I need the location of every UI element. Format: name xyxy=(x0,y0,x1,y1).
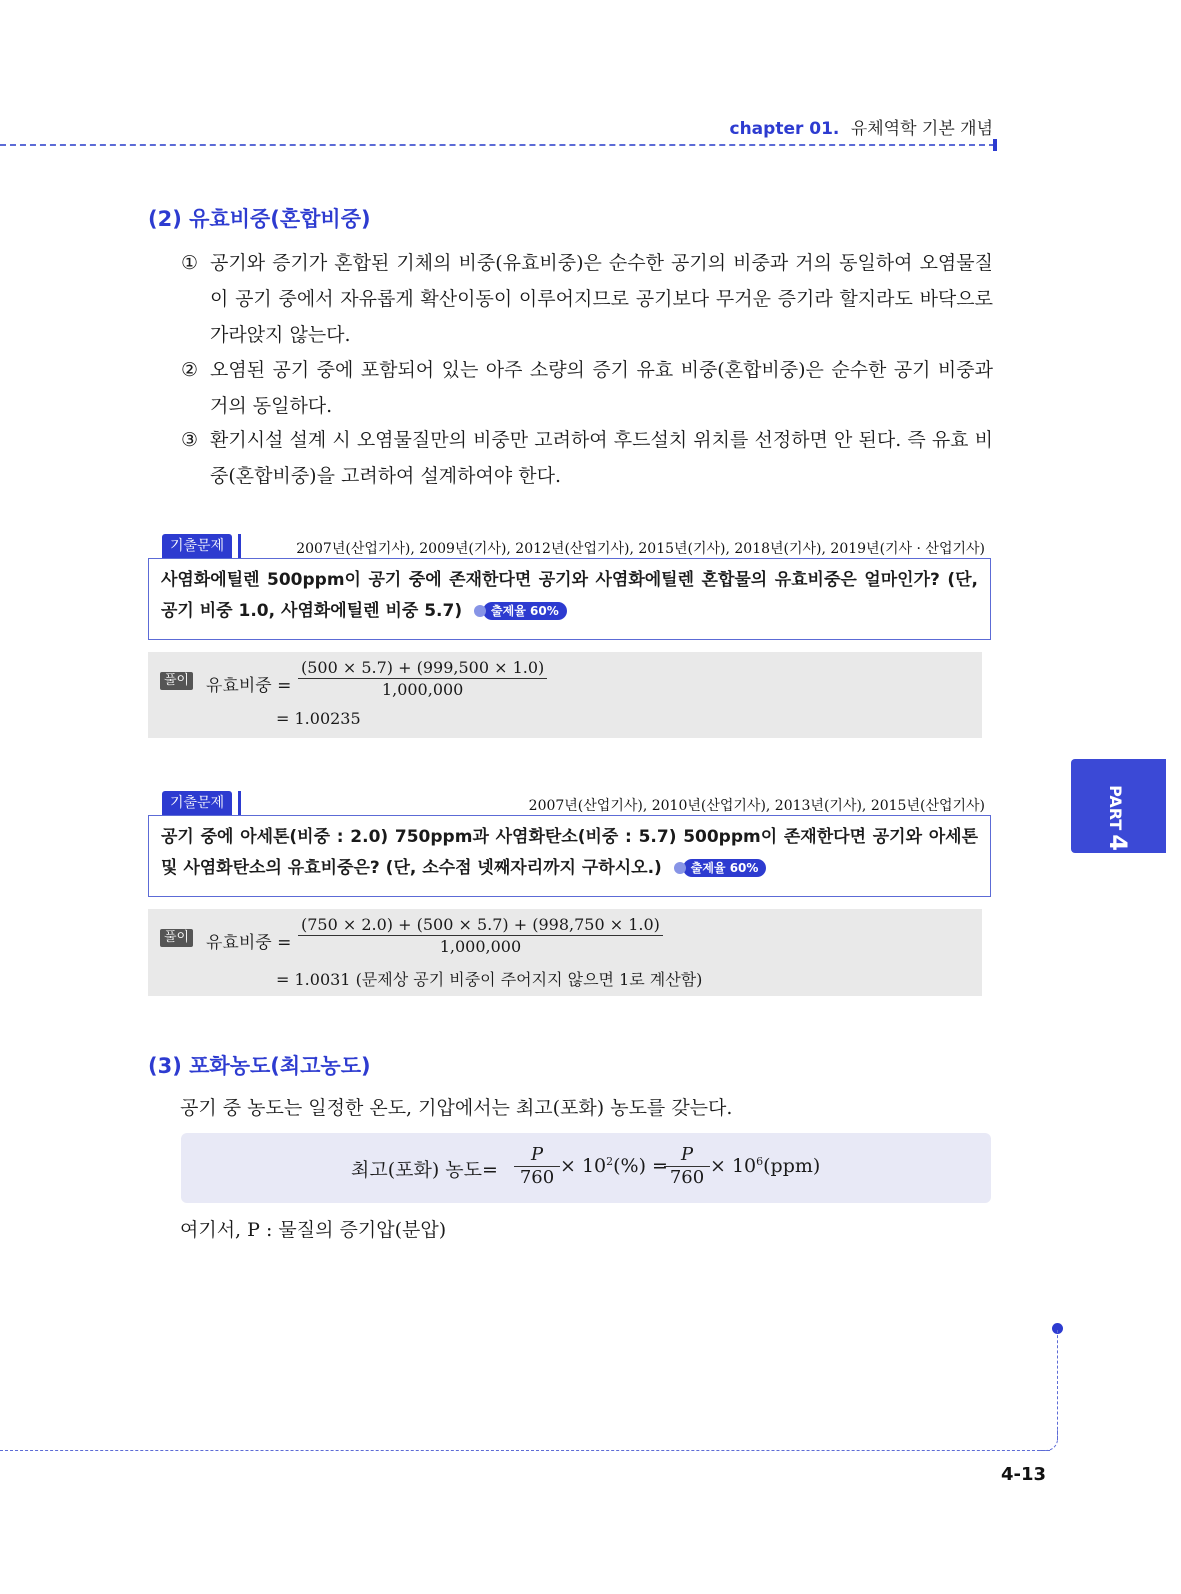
fraction-numerator: (750 × 2.0) + (500 × 5.7) + (998,750 × 1.0) xyxy=(298,915,663,936)
fraction-denominator: 760 xyxy=(519,1167,555,1188)
item-text: 오염된 공기 중에 포함되어 있는 아주 소량의 증기 유효 비중(혼합비중)은 순수한 공기 비중과 거의 동일하다. xyxy=(210,359,993,417)
rate-dot-icon xyxy=(474,605,486,617)
solution-2-box xyxy=(148,909,982,996)
solution-1-tag: 풀이 xyxy=(160,672,193,690)
footer-divider xyxy=(0,1450,1050,1451)
solution-1-lhs: 유효비중 = xyxy=(206,676,292,696)
formula-fraction-1 xyxy=(514,1144,560,1189)
formula-lhs: 최고(포화) 농도= xyxy=(351,1159,498,1181)
question-2-box xyxy=(148,815,991,897)
header-divider xyxy=(0,144,995,146)
chapter-label: chapter 01. xyxy=(729,119,840,139)
question-1-years: 2007년(산업기사), 2009년(기사), 2012년(산업기사), 2015년(기사), 2018년(기사), 2019년(기사 · 산업기사) xyxy=(296,541,985,557)
header-divider-mark xyxy=(993,139,997,151)
fraction-numerator: P xyxy=(514,1144,560,1167)
item-number: ① xyxy=(181,252,199,274)
question-1-text: 사염화에틸렌 500ppm이 공기 중에 존재한다면 공기와 사염화에틸렌 혼합물의 유효비중은 얼마인가? (단, 공기 비중 1.0, 사염화에틸렌 비중 5.7) xyxy=(161,570,978,621)
solution-2-result: = 1.0031 (문제상 공기 비중이 주어지지 않으면 1로 계산함) xyxy=(276,970,703,989)
item-text: 환기시설 설계 시 오염물질만의 비중만 고려하여 후드설치 위치를 선정하면 안 된다. 즉 유효 비중(혼합비중)을 고려하여 설계하여야 한다. xyxy=(210,429,993,487)
solution-1-box xyxy=(148,652,982,738)
solution-1-result: = 1.00235 xyxy=(276,709,361,728)
part-label: PART4 xyxy=(1104,785,1132,851)
question-2-text: 공기 중에 아세톤(비중 : 2.0) 750ppm과 사염화탄소(비중 : 5.7) 500ppm이 존재한다면 공기와 아세톤 및 사염화탄소의 유효비중은? (단, 소수점 넷째자리까지 구하시오.) xyxy=(161,827,978,878)
solution-2-fraction xyxy=(298,915,663,956)
solution-2-tag: 풀이 xyxy=(160,929,193,947)
section-2-title: (2) 유효비중(혼합비중) xyxy=(148,207,371,231)
section-3-title: (3) 포화농도(최고농도) xyxy=(148,1054,371,1078)
page-number: 4-13 xyxy=(1001,1464,1047,1485)
question-2-rate xyxy=(674,859,767,877)
fraction-numerator: P xyxy=(664,1144,710,1167)
chapter-header xyxy=(730,114,994,139)
question-1-tag: 기출문제 xyxy=(162,534,232,558)
formula-fraction-2 xyxy=(664,1144,710,1189)
rate-label: 출제율 60% xyxy=(483,602,567,620)
section-3-note: 여기서, P : 물질의 증기압(분압) xyxy=(180,1219,447,1241)
question-1-tag-bar xyxy=(238,534,241,558)
question-2-tag-bar xyxy=(238,791,241,815)
item-text: 공기와 증기가 혼합된 기체의 비중(유효비중)은 순수한 공기의 비중과 거의 동일하여 오염물질이 공기 중에서 자유롭게 확산이동이 이루어지므로 공기보다 무거운 증기라 할지라도 바닥으로 가라앉지 않는다. xyxy=(210,252,993,346)
item-number: ③ xyxy=(181,429,199,451)
section-3-intro: 공기 중 농도는 일정한 온도, 기압에서는 최고(포화) 농도를 갖는다. xyxy=(180,1097,733,1119)
footer-corner-divider xyxy=(1040,1428,1058,1451)
question-2-years: 2007년(산업기사), 2010년(산업기사), 2013년(기사), 2015년(산업기사) xyxy=(528,798,985,814)
rate-dot-icon xyxy=(674,862,686,874)
fraction-numerator: (500 × 5.7) + (999,500 × 1.0) xyxy=(298,658,547,679)
question-2-tag: 기출문제 xyxy=(162,791,232,815)
formula-ppm-term: × $10^6(ppm)$ xyxy=(710,1155,821,1177)
question-1-box xyxy=(148,558,991,640)
fraction-denominator: 1,000,000 xyxy=(439,937,522,956)
fraction-denominator: 760 xyxy=(669,1167,705,1188)
section-2-item-3 xyxy=(181,422,993,494)
solution-1-fraction xyxy=(298,658,547,699)
question-1-rate xyxy=(474,602,567,620)
section-2-item-1 xyxy=(181,245,993,353)
item-number: ② xyxy=(181,359,199,381)
fraction-denominator: 1,000,000 xyxy=(381,680,464,699)
section-2-item-2 xyxy=(181,352,993,424)
saturation-formula-box xyxy=(181,1133,991,1203)
chapter-title: 유체역학 기본 개념 xyxy=(850,119,993,139)
rate-label: 출제율 60% xyxy=(683,859,767,877)
formula-percent-term: × $10^2(\%)$ = xyxy=(560,1155,668,1177)
solution-2-lhs: 유효비중 = xyxy=(206,933,292,953)
footer-vertical-divider xyxy=(1057,1330,1058,1440)
part-tab xyxy=(1071,759,1166,853)
